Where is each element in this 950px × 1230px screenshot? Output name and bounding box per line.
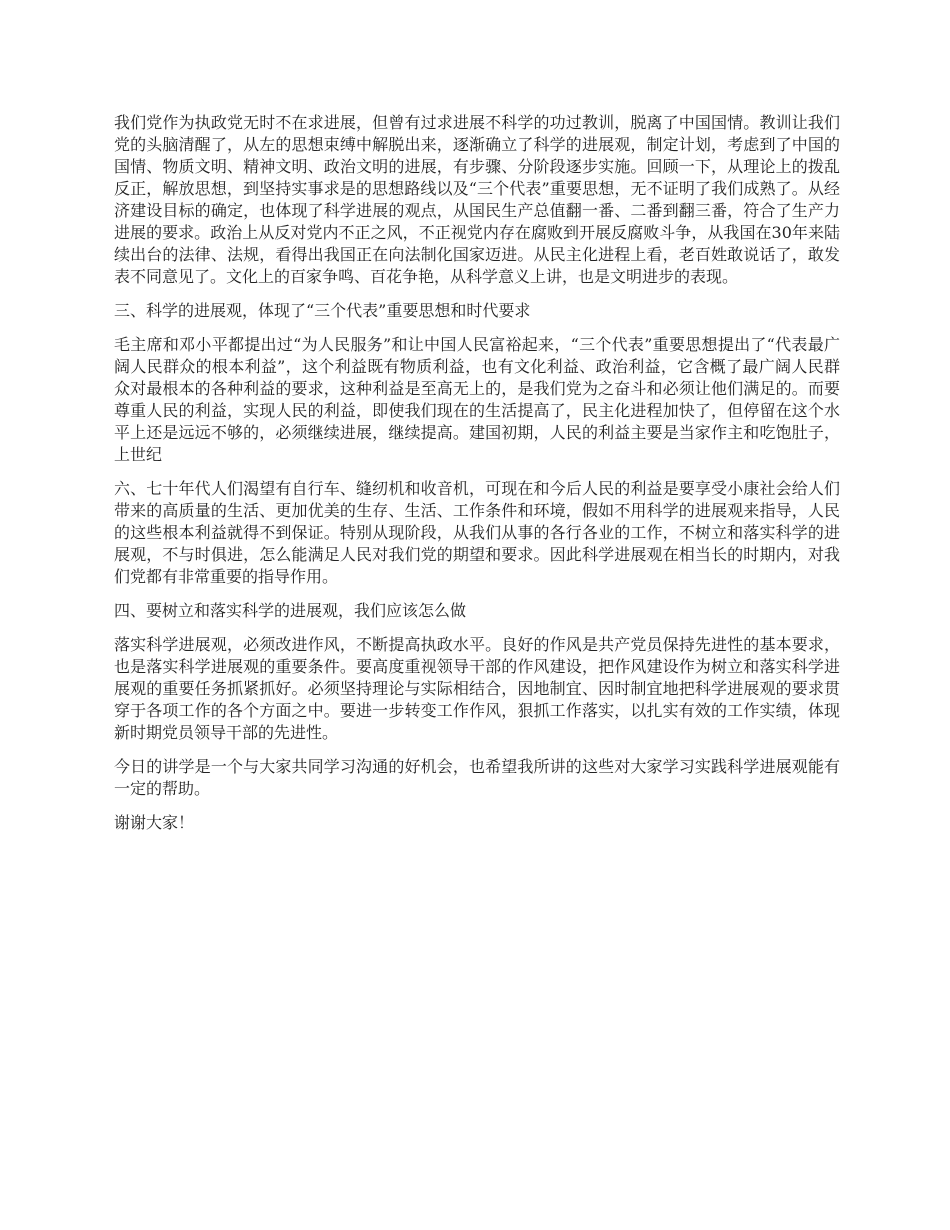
paragraph-history-lessons: 我们党作为执政党无时不在求进展，但曾有过求进展不科学的功过教训，脱离了中国国情。教训让我们党的头脑清醒了，从左的思想束缚中解脱出来，逐渐确立了科学的进展观，制定计划，考虑到了中国的国情、物质文明、精神文明、政治文明的进展，有步骤、分阶段逐步实施。回顾一下，从理论上的拨乱反正，解放思想，到坚持实事求是的思想路线以及“三个代表”重要思想，无不证明了我们成熟了。从经济建设目标的确定，也体现了科学进展的观点，从国民生产总值翻一番、二番到翻三番，符合了生产力进展的要求。政治上从反对党内不正之风，不正视党内存在腐败到开展反腐败斗争，从我国在30年来陆续出台的法律、法规，看得出我国正在向法制化国家迈进。从民主化进程上看，老百姓敢说话了，敢发表不同意见了。文化上的百家争鸣、百花争艳，从科学意义上讲，也是文明进步的表现。 (114, 113, 840, 286)
paragraph-sixties-seventies: 六、七十年代人们渴望有自行车、缝纫机和收音机，可现在和今后人民的利益是要享受小康社会给人们带来的高质量的生活、更加优美的生存、生活、工作条件和环境，假如不用科学的进展观来指导，人民的这些根本利益就得不到保证。特别从现阶段，从我们从事的各行各业的工作，不树立和落实科学的进展观，不与时俱进，怎么能满足人民对我们党的期望和要求。因此科学进展观在相当长的时期内，对我们党都有非常重要的指导作用。 (114, 479, 840, 586)
paragraph-improve-style: 落实科学进展观，必须改进作风，不断提高执政水平。良好的作风是共产党员保持先进性的基本要求，也是落实科学进展观的重要条件。要高度重视领导干部的作风建设，把作风建设作为树立和落实科学进展观的重要任务抓紧抓好。必须坚持理论与实际相结合，因地制宜、因时制宜地把科学进展观的要求贯穿于各项工作的各个方面之中。要进一步转变工作作风，狠抓工作落实，以扎实有效的工作实绩，体现新时期党员领导干部的先进性。 (114, 635, 840, 742)
document-body (114, 112, 840, 846)
paragraph-peoples-interests: 毛主席和邓小平都提出过“为人民服务”和让中国人民富裕起来，“三个代表”重要思想提出了“代表最广阔人民群众的根本利益”，这个利益既有物质利益，也有文化利益、政治利益，它含概了最广阔人民群众对最根本的各种利益的要求，这种利益是至高无上的，是我们党为之奋斗和必须让他们满足的。而要尊重人民的利益，实现人民的利益，即使我们现在的生活提高了，民主化进程加快了，但停留在这个水平上还是远远不够的，必须继续进展，继续提高。建国初期，人民的利益主要是当家作主和吃饱肚子，上世纪 (114, 335, 840, 464)
paragraph-thanks: 谢谢大家！ (114, 813, 195, 832)
paragraph-closing-remarks: 今日的讲学是一个与大家共同学习沟通的好机会，也希望我所讲的这些对大家学习实践科学进展观能有一定的帮助。 (114, 757, 840, 798)
section-heading-three: 三、科学的进展观，体现了“三个代表”重要思想和时代要求 (114, 301, 531, 320)
section-heading-four: 四、要树立和落实科学的进展观，我们应该怎么做 (114, 601, 467, 620)
